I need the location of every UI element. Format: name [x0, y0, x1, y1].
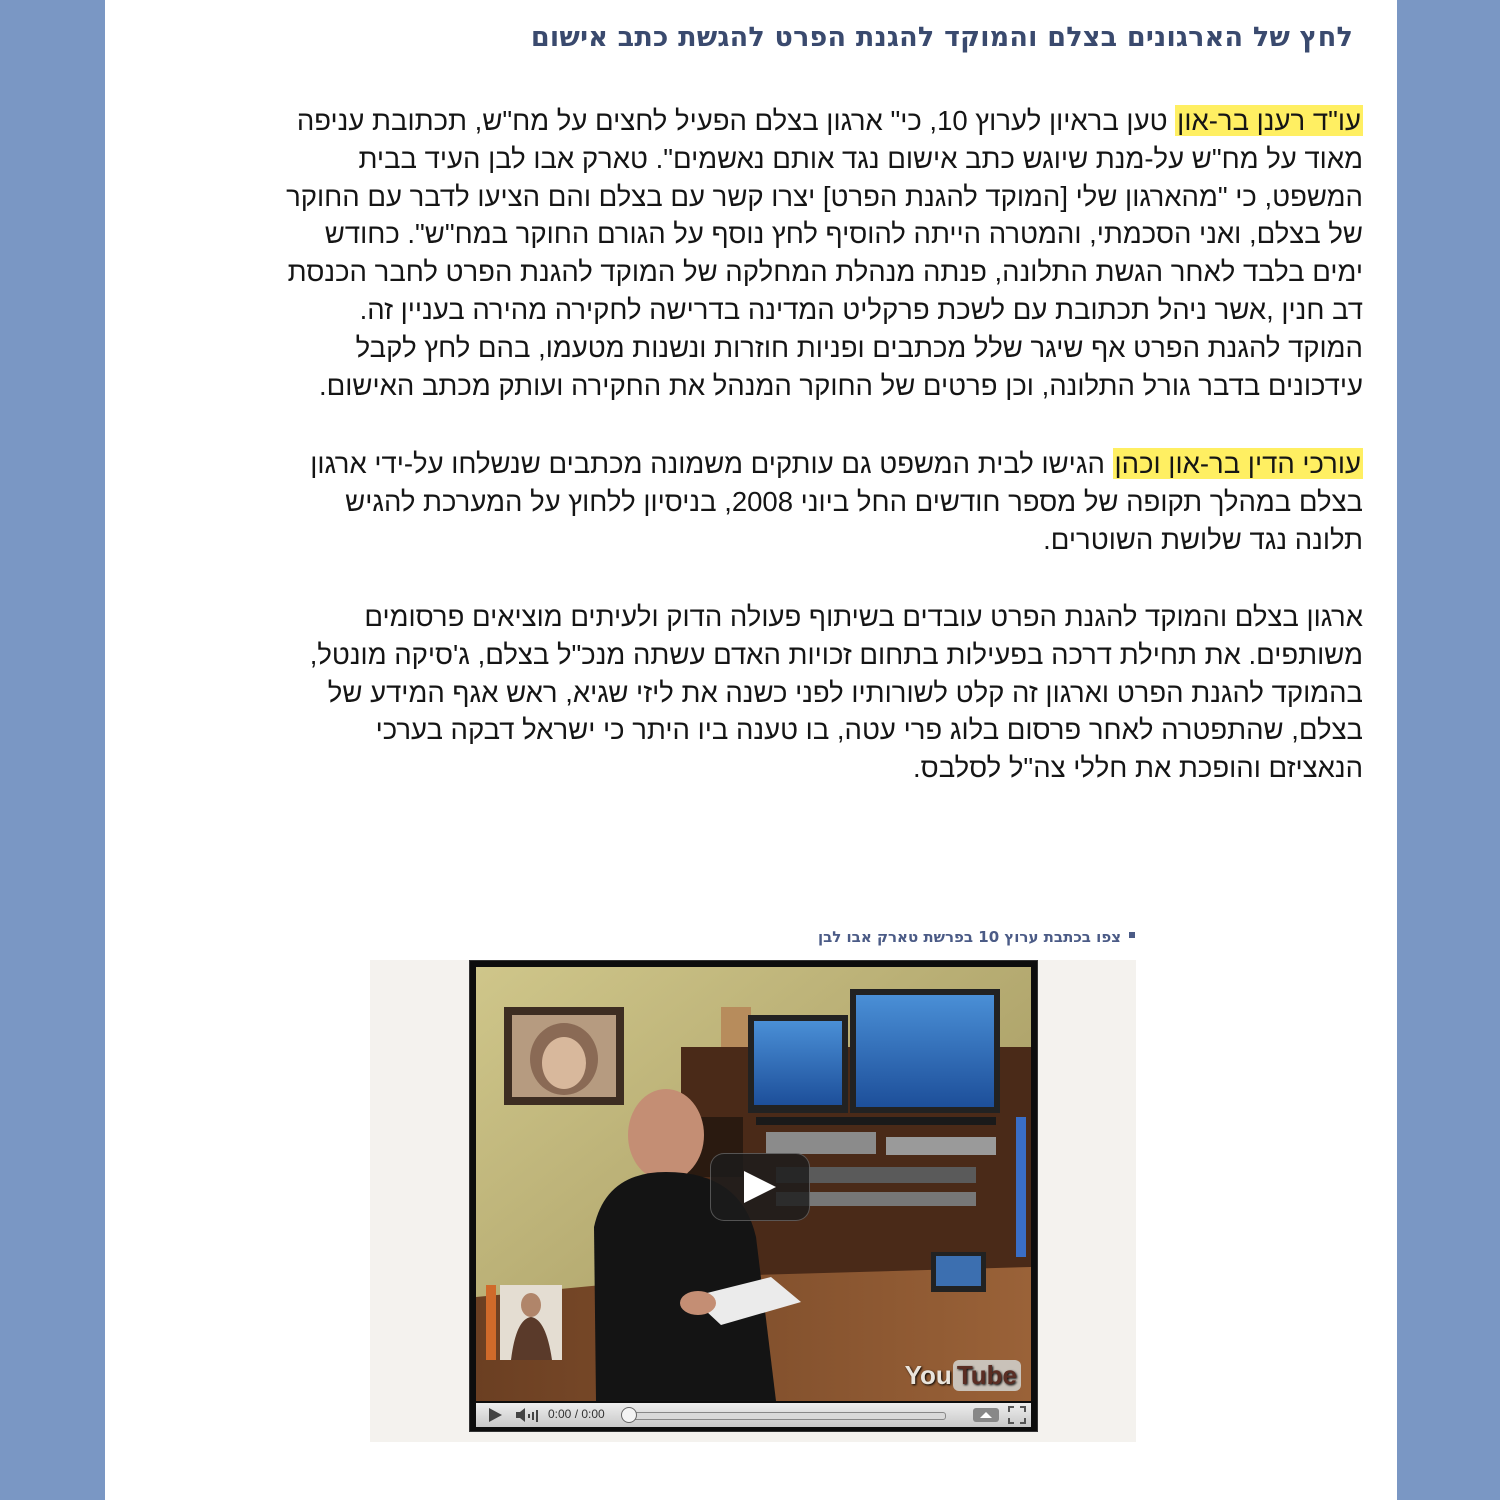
- video-controls: [476, 1403, 1031, 1427]
- volume-icon[interactable]: [514, 1406, 540, 1424]
- progress-handle[interactable]: [621, 1407, 637, 1423]
- play-icon[interactable]: [486, 1406, 504, 1424]
- paragraph-2: [153, 445, 1363, 558]
- page-title: לחץ של הארגונים בצלם והמוקד להגנת הפרט להגשת כתב אישום: [530, 22, 1353, 53]
- paragraph-line: ימים בלבד לאחר הגשת התלונה, פנתה מנהלת המחלקה של המוקד להגנת הפרט לחבר הכנסת: [287, 256, 1363, 288]
- paragraph-line: בצלם, שהתפטרה לאחר פרסום בלוג פרי עטה, בו טענה ביו היתר כי ישראל דבקה בערכי: [375, 714, 1363, 746]
- bullet-icon: [1129, 932, 1135, 938]
- paragraph-text: טען בראיון לערוץ 10, כי" ארגון בצלם הפעיל לחצים על מח"ש, תכתובת עניפה: [296, 105, 1176, 136]
- youtube-logo[interactable]: [905, 1360, 1021, 1391]
- video-thumbnail[interactable]: [476, 967, 1031, 1401]
- youtube-logo-tube: Tube: [953, 1360, 1021, 1391]
- fullscreen-icon[interactable]: [1008, 1406, 1026, 1424]
- video-caption-text: צפו בכתבת ערוץ 10 בפרשת טארק אבו לבן: [817, 928, 1121, 946]
- highlighted-name: עו"ד רענן בר-און: [1177, 105, 1361, 136]
- paragraph-line: תלונה נגד שלושת השוטרים.: [1043, 523, 1363, 555]
- paragraph-line: בצלם במהלך תקופה של מספר חודשים החל ביוני 2008, בניסיון ללחוץ על המערכת להגיש: [345, 485, 1363, 517]
- play-button[interactable]: [710, 1153, 810, 1221]
- progress-track[interactable]: [626, 1412, 946, 1420]
- paragraph-line: דב חנין ,אשר ניהל תכתובת עם לשכת פרקליט המדינה בדרישה לחקירה מהירה בעניין זה.: [359, 293, 1363, 325]
- paragraph-line: מאוד על מח"ש על-מנת שיוגש כתב אישום נגד אותם נאשמים". טארק אבו לבן העיד בבית: [358, 142, 1363, 174]
- paragraph-3: [153, 598, 1363, 787]
- paragraph-text: הגישו לבית המשפט גם עותקים משמונה מכתבים שנשלחו על-ידי ארגון: [310, 448, 1113, 479]
- paragraph-line: המשפט, כי "מהארגון שלי [המוקד להגנת הפרט] יצרו קשר עם בצלם והם הציעו לדבר עם החוקר: [286, 180, 1363, 212]
- paragraph-line: [153, 102, 1363, 140]
- video-caption[interactable]: [818, 928, 1135, 946]
- highlighted-name: עורכי הדין בר-און וכהן: [1114, 448, 1361, 479]
- paragraph-line: בהמוקד להגנת הפרט וארגון זה קלט לשורותיו לפני כשנה את ליזי שגיא, ראש אגף המידע של: [327, 676, 1363, 708]
- paragraph-line: של בצלם, ואני הסכמתי, והמטרה הייתה להוסיף לחץ נוסף על הגורם החוקר במח"ש". כחודש: [324, 218, 1363, 250]
- paragraph-line: משותפים. את תחילת דרכה בפעילות בתחום זכויות האדם עשתה מנכ"ל בצלם, ג'סיקה מונטל,: [309, 638, 1363, 670]
- paragraph-line: עידכונים בדבר גורל התלונה, וכן פרטים של החוקר המנהל את החקירה ועותק מכתב האישום.: [318, 369, 1363, 401]
- time-display: 0:00 / 0:00: [548, 1407, 605, 1421]
- paragraph-line: המוקד להגנת הפרט אף שיגר שלל מכתבים ופניות חוזרות ונשנות מטעמו, בהם לחץ לקבל: [355, 331, 1363, 363]
- menu-icon[interactable]: [972, 1406, 1000, 1424]
- paragraph-line: [153, 445, 1363, 483]
- paragraph-line: הנאציזם והופכת את חללי צה"ל לסלבס.: [913, 752, 1363, 784]
- youtube-logo-you: You: [904, 1360, 952, 1390]
- document-page: [105, 0, 1397, 1500]
- video-player[interactable]: [469, 960, 1038, 1432]
- play-button-icon: [742, 1170, 778, 1204]
- paragraph-line: ארגון בצלם והמוקד להגנת הפרט עובדים בשיתוף פעולה הדוק ולעיתים מוציאים פרסומים: [364, 601, 1363, 632]
- paragraph-1: [153, 102, 1363, 404]
